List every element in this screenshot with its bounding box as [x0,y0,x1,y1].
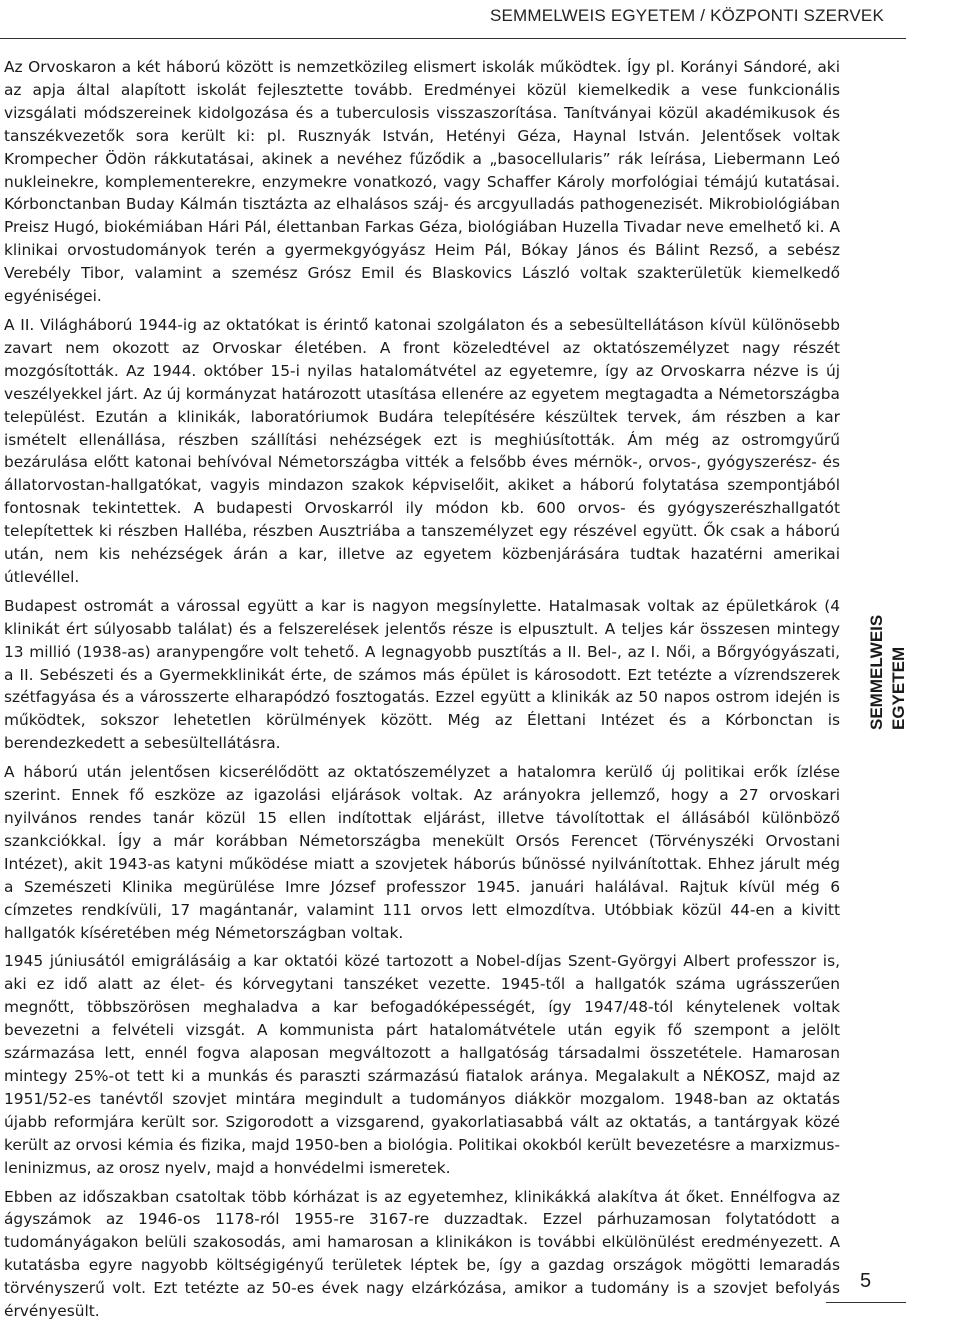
footer-divider [826,1302,906,1303]
paragraph-world-war-two: A II. Világháború 1944-ig az oktatókat is érintő katonai szolgálaton és a sebesültellátáson kívül különösebb zavart nem okozott az Orvoskar életében. A front közeledtével az oktatószemélyzet nagy részét mozgósították. Az 1944. október 15-i nyilas hatalomátvétel az egyetemre, így az Orvoskarra nézve is új veszélyekkel járt. Az új kormányzat határozott utasítása ellenére az egyetem megtagadta a Németországba települést. Ezután a klinikák, laboratóriumok Budára telepítésére készültek tervek, ám részben a kar ismételt ellenállása, részben szállítási nehézségek ezt is meghiúsították. Ám még az ostromgyűrű bezárulása előtt katonai behívóval Németországba vitték a felsőbb éves mérnök-, orvos-, gyógyszerész- és állatorvostan-hallgatókat, vagyis mindazon szakok képviselőit, akiket a háború folytatása szempontjából fontosnak tekintettek. A budapesti Orvoskarról ily módon kb. 600 orvos- és gyógyszerészhallgatót telepítettek ki részben Halléba, részben Ausztriába a tanszemélyzet egy részével együtt. Ők csak a háború után, nem kis nehézségek árán a kar, illetve az egyetem közbenjárására tudtak hazatérni amerikai útlevéllel. [4,315,840,586]
paragraph-hospital-annexation: Ebben az időszakban csatoltak több kórházat is az egyetemhez, klinikákká alakítva át őket. Ennélfogva az ágyszámok az 1946-os 1178-ról 1955-re 3167-re duzzadtak. Ezzel párhuzamosan folytatódott a tudományágakon belüli szakosodás, ami hamarosan a klinikákon is további elkülönülést eredményezett. A kutatásba egyre nagyobb költségigényű területek léptek be, így a gazdag országok mögötti lemaradás törvényszerű volt. Ezt tetézte az 50-es évek nagy elzárkózása, amikor a tudomány is a szovjet befolyás érvényesült. [4,1187,840,1321]
side-tab-line-2: EGYETEM [889,646,908,730]
running-header-title: SEMMELWEIS EGYETEM / KÖZPONTI SZERVEK [489,6,884,25]
header-divider [0,38,906,39]
paragraph-postwar-staff-changes: A háború után jelentősen kicserélődött az oktatószemélyzet a hatalomra kerülő új politikai erők ízlése szerint. Ennek fő eszköze az igazolási eljárások voltak. Az arányokra jellemző, hogy a 27 orvoskari nyilvános rendes tanár közül 15 ellen indítottak eljárást, illetve távolítottak el állásából különböző szankciókkal. Így a már korábban Németországba menekült Orsós Ferencet (Törvényszéki Orvostani Intézet), akit 1943-as katyni működése miatt a szovjetek háborús bűnössé nyilvánítottak. Ehhez járult még a Szemészeti Klinika megürülése Imre József professzor 1945. januári halálával. Rajtuk kívül még 6 címzetes rendkívüli, 17 magántanár, valamint 111 orvos lett elmozdítva. Utóbbiak közül 44-en a kivitt hallgatók kíséretében még Németországban voltak. [4,763,840,942]
page-number: 5 [860,1270,872,1292]
body-text [4,56,840,1329]
side-tab-line-1: SEMMELWEIS [867,614,886,730]
paragraph-interwar-schools: Az Orvoskaron a két háború között is nemzetközileg elismert iskolák működtek. Így pl. Korányi Sándoré, aki az apja által alapított iskolát fejlesztette tovább. Eredményei közül kiemelkedik a vese funkcionális vizsgálati módszereinek kidolgozása és a tuberculosis visszaszorítása. Tanítványai közül akadémikusok és tanszékvezetők sora került ki: pl. Rusznyák István, Hetényi Géza, Haynal István. Jelentősek voltak Krompecher Ödön rákkutatásai, akinek a nevéhez fűződik a „basocellularis” rák leírása, Liebermann Leó nukleinekre, komplementerekre, enzymekre vonatkozó, vagy Schaffer Károly morfológiai témájú kutatásai. Kórbonctanban Buday Kálmán tisztázta az elhalásos száj- és arcgyulladás pathogenezisét. Mikrobiológiában Preisz Hugó, biokémiában Hári Pál, élettanban Farkas Géza, biológiában Huzella Tivadar neve emelhető ki. A klinikai orvostudományok terén a gyermekgyógyász Heim Pál, Bókay János és Bálint Rezső, a sebész Verebély Tibor, valamint a szemész Grósz Emil és Blaskovics László voltak szakterületük kiemelkedő egyéniségei. [4,58,840,306]
paragraph-siege-of-budapest: Budapest ostromát a várossal együtt a kar is nagyon megsínylette. Hatalmasak voltak az épületkárok (4 klinikát ért súlyosabb találat) és a felszerelések jelentős része is elpusztult. A teljes kár összesen mintegy 13 millió (1938-as) aranypengőre volt tehető. A legnagyobb pusztítás a II. Bel-, az I. Női, a Bőrgyógyászati, a II. Sebészeti és a Gyermekklinikát érte, de számos más épület is károsodott. Ezt tetézte a vízrendszerek szétfagyása és a városszerte elharapódzó fosztogatás. Ezzel együtt a klinikák az 50 napos ostrom idején is működtek, sokszor lehetetlen körülmények között. Még az Élettani Intézet és a Kórbonctan is berendezkedett a sebesültellátásra. [4,596,840,753]
paragraph-szent-gyorgyi-era: 1945 júniusától emigrálásáig a kar oktatói közé tartozott a Nobel-díjas Szent-Györgyi Albert professzor is, aki ez idő alatt az élet- és kórvegytani tanszéket vezette. 1945-től a hallgatók száma ugrásszerűen megnőtt, többszörösen meghaladva a kar befogadóképességét, így 1947/48-tól kénytelenek voltak bevezetni a felvételi vizsgát. A kommunista párt hatalomátvétele után egyik fő szempont a jelölt származása lett, ennél fogva alaposan megváltozott a hallgatóság társadalmi összetétele. Hamarosan mintegy 25%-ot tett ki a munkás és paraszti származású fiatalok aránya. Megalakult a NÉKOSZ, majd az 1951/52-es tanévtől szovjet mintára megindult a tudományos diákkör mozgalom. 1948-ban az oktatás újabb reformjára került sor. Szigorodott a vizsgarend, gyakorlatiasabbá vált az oktatás, a tantárgyak közé került az orvosi kémia és fizika, majd 1950-ben a biológia. Politikai okokból került bevezetésre a marxizmus-leninizmus, az orosz nyelv, majd a honvédelmi ismeretek. [4,952,840,1177]
